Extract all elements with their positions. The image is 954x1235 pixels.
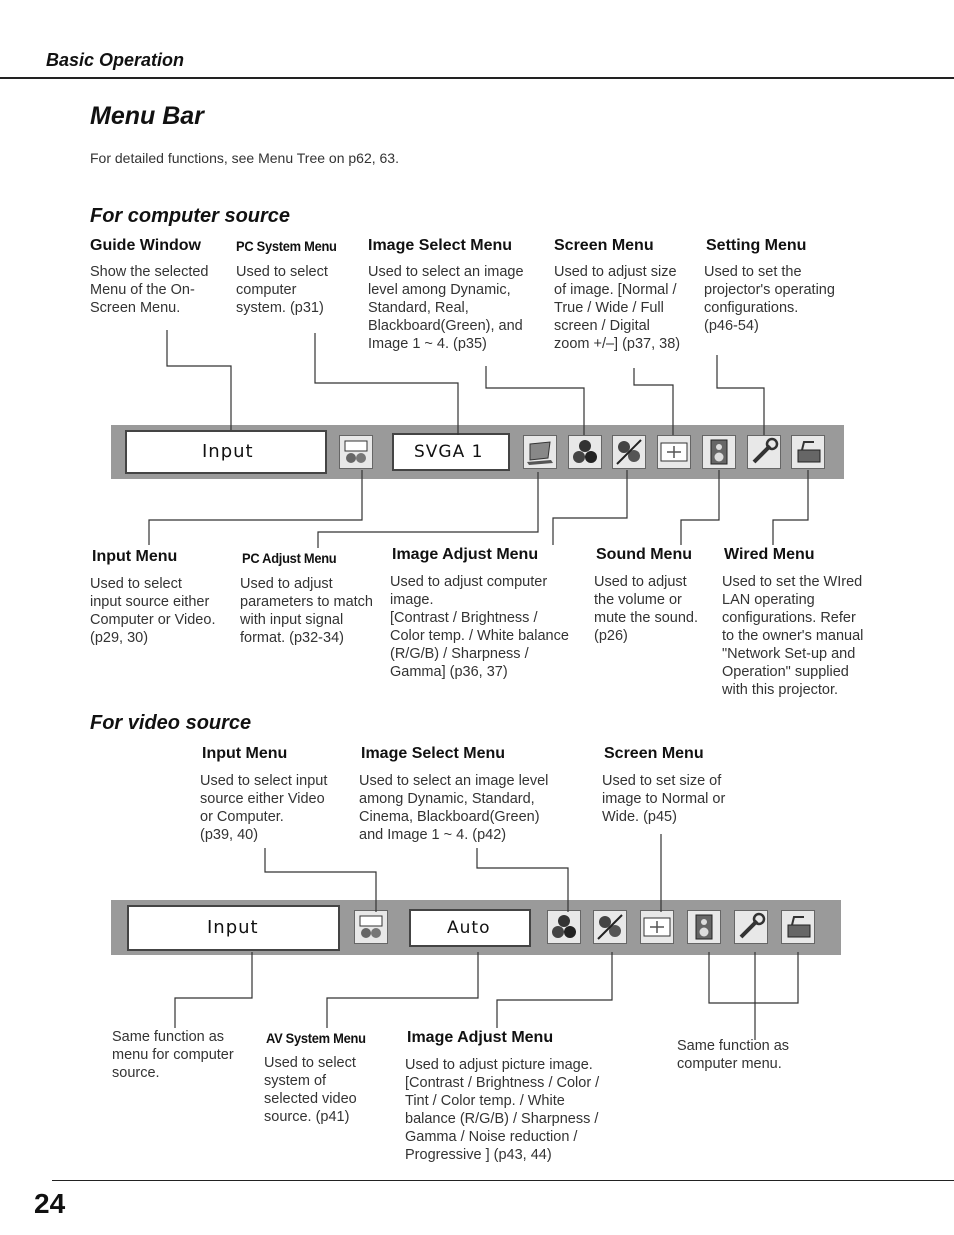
footer-rule <box>52 1180 954 1181</box>
video-menu-bar <box>111 900 841 955</box>
image-adjust-icon[interactable] <box>612 435 646 469</box>
sound-icon[interactable] <box>702 435 736 469</box>
line-video-image-adjust <box>497 952 612 1028</box>
video-wired-icon[interactable] <box>781 910 815 944</box>
label-av-system-menu: AV System Menu <box>266 1030 366 1046</box>
desc-image-select-menu: Used to select an image level among Dynamic, Standard, Real, Blackboard(Green), and Image 1 ~ 4. (p35) <box>368 264 524 352</box>
page-number: 24 <box>34 1188 66 1219</box>
image-select-icon[interactable] <box>568 435 602 469</box>
video-sound-icon[interactable] <box>687 910 721 944</box>
desc-input-menu: Used to select input source either Computer or Video. (p29, 30) <box>90 576 216 646</box>
av-system-icon[interactable] <box>354 910 388 944</box>
label-image-select-menu: Image Select Menu <box>368 237 513 254</box>
desc-video-screen-menu: Used to set size of image to Normal or Wide. (p45) <box>602 773 726 825</box>
section-header: Basic Operation <box>46 50 185 70</box>
label-setting-menu: Setting Menu <box>706 237 807 254</box>
label-video-image-select-menu: Image Select Menu <box>361 745 506 762</box>
line-video-same-input <box>175 952 252 1028</box>
line-input-menu <box>149 470 362 545</box>
label-image-adjust-menu: Image Adjust Menu <box>392 546 539 563</box>
video-setting-icon[interactable] <box>734 910 768 944</box>
line-sound <box>681 470 719 545</box>
desc-video-same-input: Same function as menu for computer source. <box>112 1029 234 1081</box>
video-screen-icon[interactable] <box>640 910 674 944</box>
intro-text: For detailed functions, see Menu Tree on p62, 63. <box>90 150 399 166</box>
desc-setting-menu: Used to set the projector's operating configurations. (p46-54) <box>704 264 835 334</box>
video-input-box: Input <box>127 905 340 951</box>
label-input-menu: Input Menu <box>92 548 178 565</box>
screen-icon[interactable] <box>657 435 691 469</box>
desc-image-adjust-menu: Used to adjust computer image. [Contrast / Brightness / Color temp. / White balance (R/G/B) / Sharpness / Gamma] (p36, 37) <box>390 574 569 680</box>
desc-pc-adjust-menu: Used to adjust parameters to match with input signal format. (p32-34) <box>240 576 373 646</box>
setting-icon[interactable] <box>747 435 781 469</box>
pc-adjust-icon[interactable] <box>339 435 373 469</box>
desc-guide-window: Show the selected Menu of the On- Screen Menu. <box>90 264 209 316</box>
label-wired-menu: Wired Menu <box>724 546 815 563</box>
label-pc-system-menu: PC System Menu <box>236 238 337 254</box>
computer-heading: For computer source <box>90 205 291 227</box>
label-screen-menu: Screen Menu <box>554 237 654 254</box>
computer-menu-bar <box>111 425 844 479</box>
desc-sound-menu: Used to adjust the volume or mute the sound. (p26) <box>594 574 698 644</box>
video-image-select-icon[interactable] <box>547 910 581 944</box>
desc-pc-system-menu: Used to select computer system. (p31) <box>236 264 328 316</box>
desc-wired-menu: Used to set the WIred LAN operating configurations. Refer to the owner's manual "Network Set-up and Operation" supplied with this projector. <box>722 574 864 698</box>
wired-icon[interactable] <box>791 435 825 469</box>
desc-screen-menu: Used to adjust size of image. [Normal / True / Wide / Full screen / Digital zoom +/–] (p37, 38) <box>554 264 681 352</box>
label-video-image-adjust-menu: Image Adjust Menu <box>407 1029 554 1046</box>
desc-video-same-computer: Same function as computer menu. <box>677 1038 790 1072</box>
desc-av-system-menu: Used to select system of selected video source. (p41) <box>264 1055 357 1125</box>
line-setting <box>717 355 764 435</box>
line-image-adjust <box>553 470 627 545</box>
video-heading: For video source <box>90 712 252 734</box>
label-sound-menu: Sound Menu <box>596 546 692 563</box>
video-image-adjust-icon[interactable] <box>593 910 627 944</box>
video-system-box: Auto <box>409 909 531 947</box>
system-box: SVGA 1 <box>392 433 510 471</box>
input-box: Input <box>125 430 327 474</box>
page-title: Menu Bar <box>90 102 204 130</box>
line-pc-adjust <box>318 472 538 548</box>
desc-video-image-select-menu: Used to select an image level among Dynamic, Standard, Cinema, Blackboard(Green) and Image 1 ~ 4. (p42) <box>359 773 549 843</box>
line-wired <box>773 470 808 545</box>
line-video-av-system <box>327 952 478 1028</box>
desc-video-image-adjust-menu: Used to adjust picture image. [Contrast / Brightness / Color / Tint / Color temp. / White balance (R/G/B) / Sharpness / Gamma / Noise reduction / Progressive ] (p43, 44) <box>405 1057 600 1163</box>
label-pc-adjust-menu: PC Adjust Menu <box>242 550 337 566</box>
desc-video-input-menu: Used to select input source either Video or Computer. (p39, 40) <box>200 773 328 843</box>
pc-system-icon[interactable] <box>523 435 557 469</box>
label-video-screen-menu: Screen Menu <box>604 745 704 762</box>
label-guide-window: Guide Window <box>90 237 201 254</box>
line-video-same-computer <box>709 952 798 1003</box>
label-video-input-menu: Input Menu <box>202 745 288 762</box>
header-rule <box>0 77 954 79</box>
line-guide-window <box>167 330 231 430</box>
